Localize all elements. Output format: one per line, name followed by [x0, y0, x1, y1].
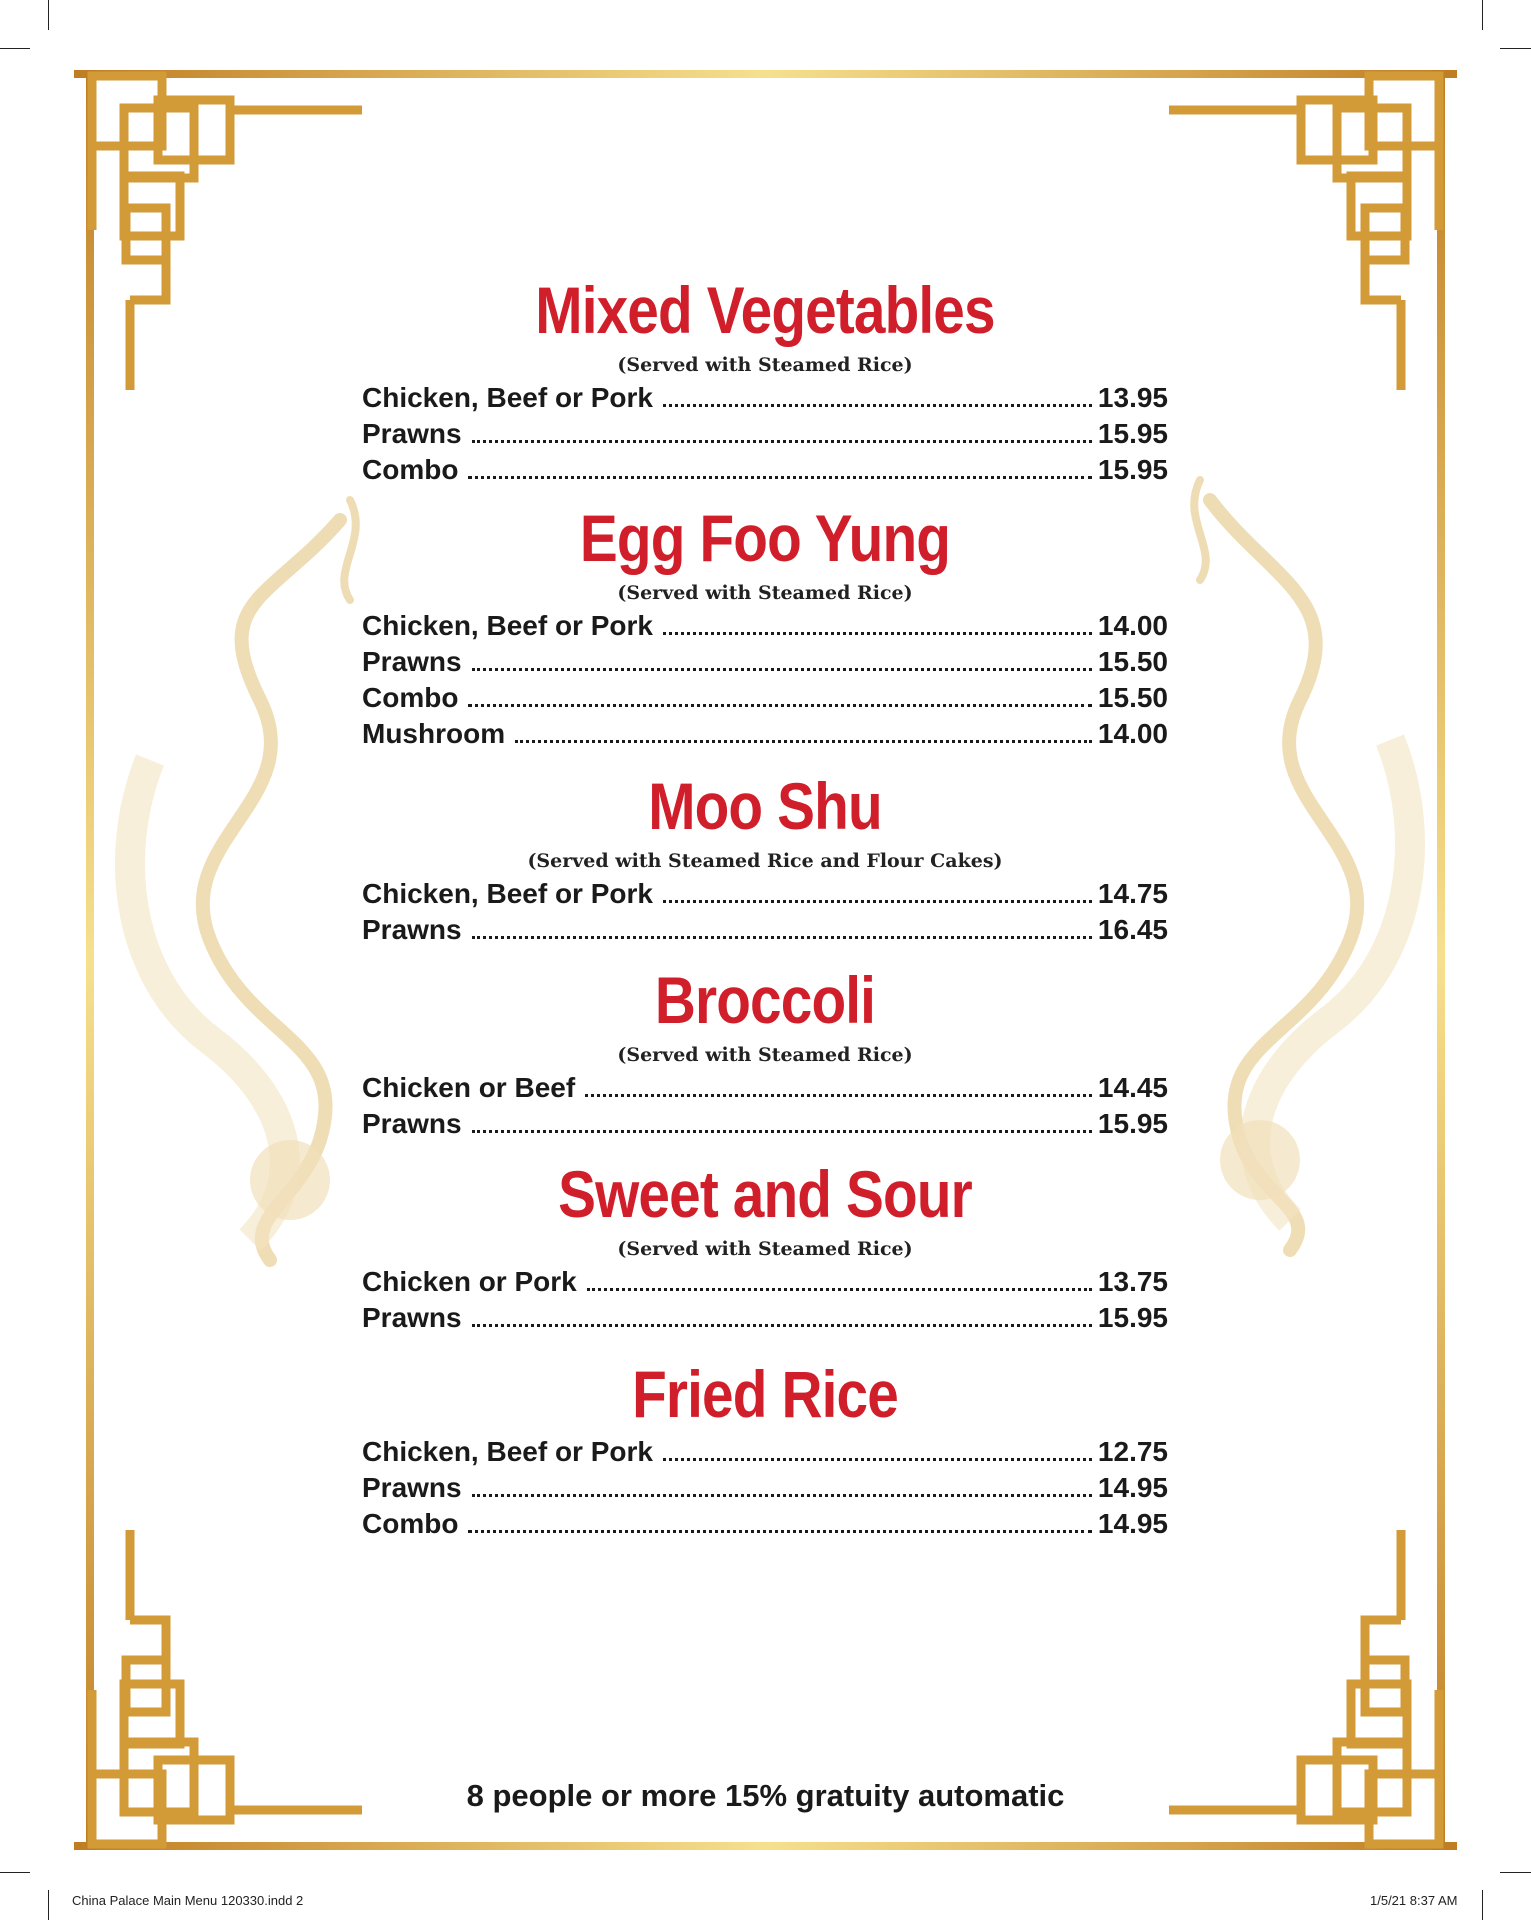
item-name: Chicken or Pork — [362, 1266, 577, 1297]
section-title: Moo Shu — [648, 769, 882, 843]
item-name: Prawns — [362, 1472, 462, 1503]
leader-dots — [585, 1094, 1092, 1097]
item-name: Combo — [362, 1508, 459, 1539]
item-price: 12.75 — [1097, 1436, 1168, 1467]
menu-item — [362, 608, 1168, 644]
item-name: Prawns — [362, 914, 462, 945]
item-price: 15.95 — [1097, 454, 1168, 485]
menu-content — [362, 270, 1168, 1542]
slug-date: 1/5/21 8:37 AM — [1370, 1893, 1458, 1908]
item-price: 14.45 — [1097, 1072, 1168, 1103]
item-name: Chicken, Beef or Pork — [362, 1436, 653, 1467]
menu-item — [362, 380, 1168, 416]
menu-section — [362, 960, 1168, 1142]
menu-item — [362, 1106, 1168, 1142]
leader-dots — [663, 632, 1092, 635]
menu-section — [362, 766, 1168, 948]
menu-item — [362, 452, 1168, 488]
leader-dots — [472, 440, 1092, 443]
item-price: 16.45 — [1097, 914, 1168, 945]
item-price: 14.95 — [1097, 1508, 1168, 1539]
corner-top-right-icon — [1169, 76, 1439, 390]
slug-filename: China Palace Main Menu 120330.indd 2 — [72, 1893, 304, 1908]
leader-dots — [468, 1530, 1091, 1533]
menu-item — [362, 1506, 1168, 1542]
gratuity-note: 8 people or more 15% gratuity automatic — [466, 1778, 1065, 1813]
section-subtitle: (Served with Steamed Rice and Flour Cakes) — [527, 850, 1003, 872]
item-price: 14.95 — [1097, 1472, 1168, 1503]
menu-item — [362, 716, 1168, 752]
item-price: 15.50 — [1097, 682, 1168, 713]
section-subtitle: (Served with Steamed Rice) — [617, 582, 913, 604]
item-price: 14.00 — [1097, 718, 1168, 749]
section-subtitle: (Served with Steamed Rice) — [617, 354, 913, 376]
menu-section — [362, 1354, 1168, 1542]
item-name: Chicken or Beef — [362, 1072, 576, 1103]
leader-dots — [663, 900, 1092, 903]
leader-dots — [468, 704, 1091, 707]
section-title: Broccoli — [654, 963, 876, 1037]
leader-dots — [472, 1130, 1092, 1133]
item-name: Chicken, Beef or Pork — [362, 382, 653, 413]
leader-dots — [515, 740, 1092, 743]
menu-section — [362, 270, 1168, 488]
item-name: Mushroom — [362, 718, 506, 749]
item-name: Prawns — [362, 1302, 462, 1333]
item-price: 15.50 — [1097, 646, 1168, 677]
menu-item — [362, 1300, 1168, 1336]
menu-item — [362, 644, 1168, 680]
leader-dots — [472, 1494, 1092, 1497]
item-name: Prawns — [362, 1108, 462, 1139]
item-price: 15.95 — [1097, 418, 1168, 449]
menu-item — [362, 416, 1168, 452]
menu-item — [362, 1070, 1168, 1106]
menu-item — [362, 876, 1168, 912]
section-subtitle: (Served with Steamed Rice) — [617, 1044, 913, 1066]
section-title: Fried Rice — [632, 1357, 898, 1431]
item-name: Prawns — [362, 418, 462, 449]
item-name: Combo — [362, 682, 459, 713]
menu-item — [362, 912, 1168, 948]
item-price: 14.75 — [1097, 878, 1168, 909]
leader-dots — [468, 476, 1091, 479]
item-price: 15.95 — [1097, 1108, 1168, 1139]
menu-item — [362, 680, 1168, 716]
menu-section — [362, 1154, 1168, 1336]
item-name: Chicken, Beef or Pork — [362, 610, 653, 641]
leader-dots — [472, 668, 1092, 671]
item-name: Chicken, Beef or Pork — [362, 878, 653, 909]
menu-item — [362, 1434, 1168, 1470]
leader-dots — [587, 1288, 1092, 1291]
menu-item — [362, 1470, 1168, 1506]
item-price: 13.75 — [1097, 1266, 1168, 1297]
section-title: Sweet and Sour — [558, 1157, 972, 1231]
menu-section — [362, 498, 1168, 752]
section-title: Egg Foo Yung — [579, 501, 951, 575]
item-price: 13.95 — [1097, 382, 1168, 413]
section-title: Mixed Vegetables — [535, 273, 995, 347]
item-price: 14.00 — [1097, 610, 1168, 641]
section-subtitle: (Served with Steamed Rice) — [617, 1238, 913, 1260]
item-name: Prawns — [362, 646, 462, 677]
corner-top-left-icon — [92, 76, 362, 390]
item-price: 15.95 — [1097, 1302, 1168, 1333]
leader-dots — [663, 1458, 1092, 1461]
leader-dots — [472, 936, 1092, 939]
menu-item — [362, 1264, 1168, 1300]
leader-dots — [472, 1324, 1092, 1327]
leader-dots — [663, 404, 1092, 407]
item-name: Combo — [362, 454, 459, 485]
